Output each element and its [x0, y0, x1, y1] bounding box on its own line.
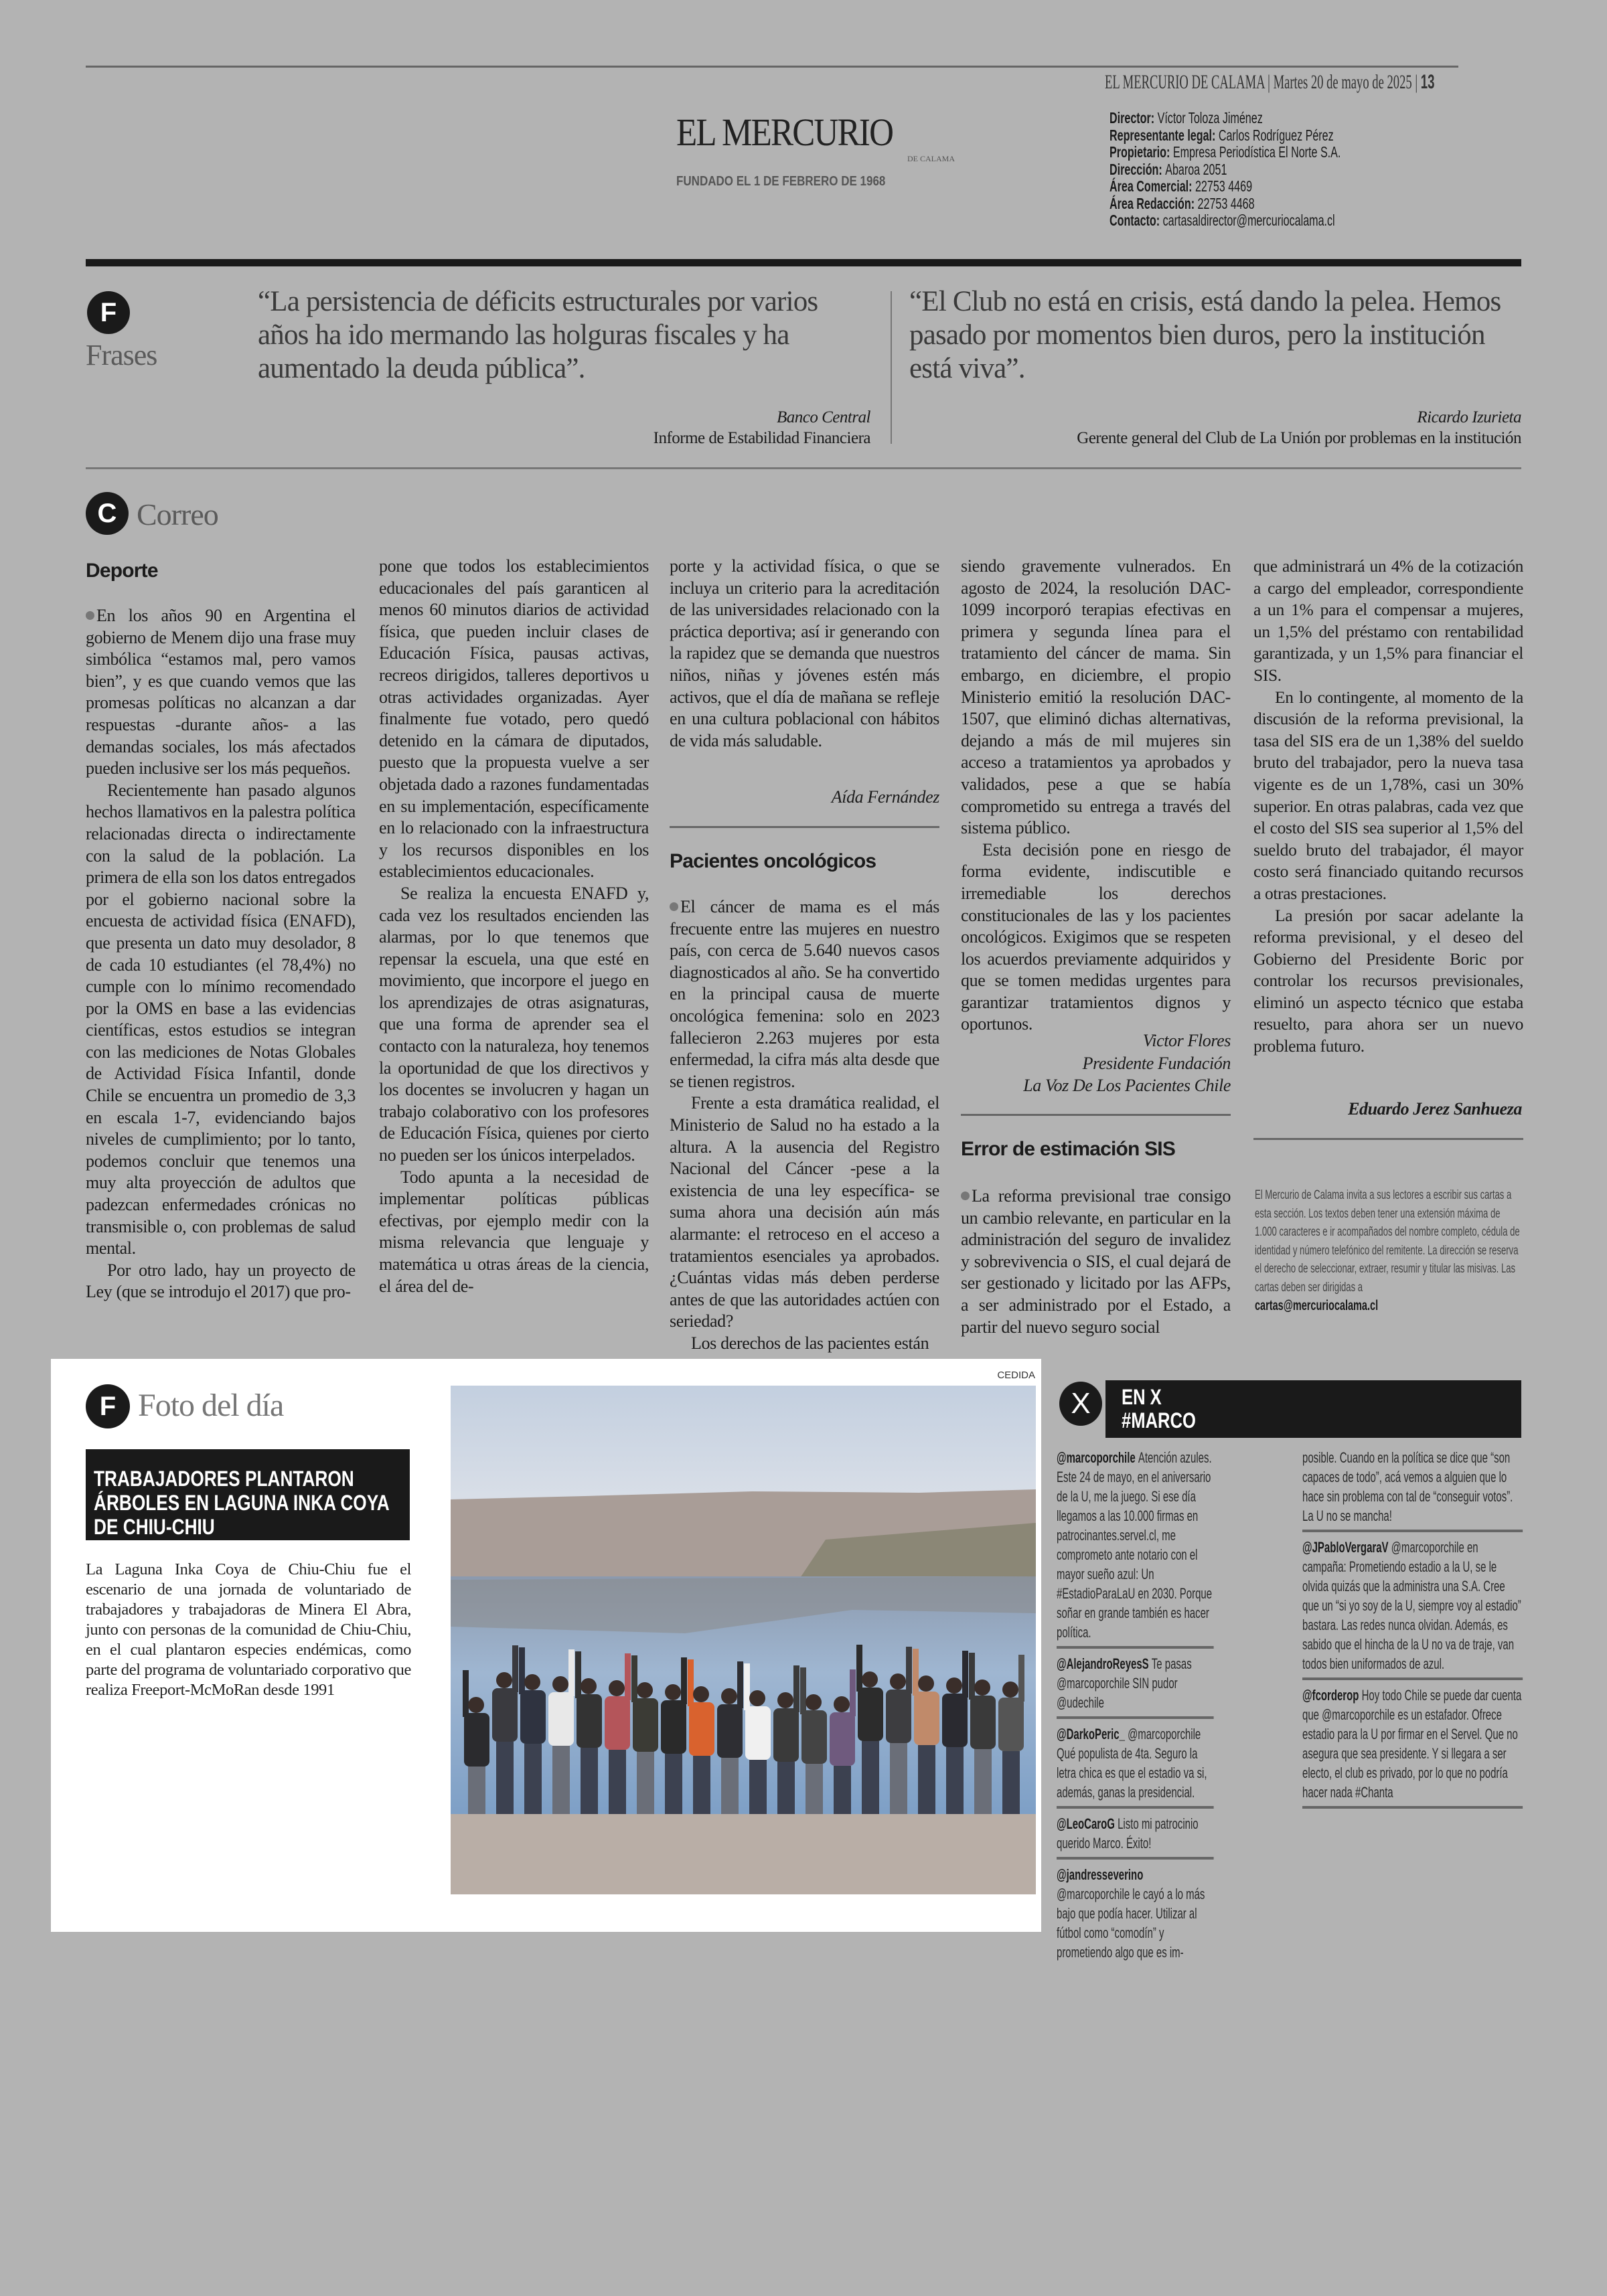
credit-label: Propietario: [1109, 143, 1173, 161]
foto-title: Foto del día [138, 1388, 284, 1423]
signature-line: Aída Fernández [831, 787, 939, 807]
foto-f-icon: F [86, 1384, 130, 1428]
letter-paragraph [379, 1167, 649, 1298]
letter-divider [1253, 1138, 1523, 1140]
letter-2-col4 [961, 556, 1231, 1036]
letter-1-heading: Deporte [86, 560, 158, 582]
founded-line: FUNDADO EL 1 DE FEBRERO DE 1968 [676, 174, 886, 189]
paragraph-text: Frente a esta dramática realidad, el Ministerio de Salud no ha estado a la altura. A la ausencia del Registro Nacional del Cáncer -pese a la existencia de una ley específica- se suma ahora una decisión aún más alarmante: el retroceso en el acceso a tratamientos esenciales ya aprobados. ¿Cuántas vidas más deben perderse antes de que las autoridades actúen con seriedad? [670, 1093, 939, 1331]
ground [451, 1814, 1036, 1894]
paragraph-text: Todo apunta a la necesidad de implementar políticas públicas efectivas, por ejemplo medir con la misma relevancia que lenguaje y matemática u otras áreas de la ciencia, el área del de- [379, 1167, 649, 1296]
tweet-text: @marcoporchile le cayó a lo más bajo que podía hacer. Utilizar al fútbol como “comodín” y prometiendo algo que es im- [1057, 1886, 1205, 1961]
letter-3-signature [1252, 1098, 1522, 1121]
submission-note [1255, 1186, 1523, 1316]
foto-headline-box [86, 1449, 410, 1540]
credit-line [1109, 144, 1341, 161]
tweet-text: @marcoporchile Qué populista de 4ta. Seguro la letra chica es que el estadio va si, además, ganas la presidencial. [1057, 1726, 1207, 1801]
credit-line [1109, 178, 1341, 195]
top-rule [86, 66, 1458, 68]
credit-label: Contacto: [1109, 212, 1163, 229]
masthead-line: EL MERCURIO DE CALAMA | Martes 20 de mayo de 2025 | 13 [1105, 71, 1435, 93]
enx-title-bar [1105, 1380, 1521, 1438]
credit-line [1109, 127, 1341, 145]
tweet-text: posible. Cuando en la política se dice que “son capaces de todo”, acá vemos a alguien que lo hace sin problema con tal de “conseguir votos”. La U no se mancha! [1302, 1449, 1513, 1524]
tweet-text: Listo mi patrocinio querido Marco. Éxito! [1057, 1815, 1199, 1852]
paragraph-text: Se realiza la encuesta ENAFD y, cada vez los resultados encienden las alarmas, por lo que tenemos que repensar la escuela, una que esté en movimiento, que incorpore el juego en los aprendizajes de otras asignaturas, que una forma de aprender sea el contacto con la naturaleza, hoy tenemos la oportunidad de que los directivos y los docentes se involucren y hagan un trabajo colaborativo con los profesores de Educación Física, quienes por cierto no pueden ser los únicos interpelados. [379, 883, 649, 1165]
bullet-icon [961, 1192, 970, 1200]
credit-label: Dirección: [1109, 160, 1166, 178]
letter-paragraph [1253, 687, 1523, 905]
quote-1-text: “La persistencia de déficits estructurales por varios años ha ido mermando las holguras fiscales y ha aumentado la deuda pública”. [258, 286, 818, 384]
tweet-handle[interactable]: @fcorderop [1302, 1687, 1362, 1704]
letter-2-heading: Pacientes oncológicos [670, 850, 876, 872]
letter-3-col5 [1253, 556, 1523, 1058]
quote-2-role: Gerente general del Club de La Unión por problemas en la institución [1077, 429, 1521, 447]
logo-sub: DE CALAMA [907, 154, 955, 163]
tweets-column-a [1057, 1448, 1214, 1971]
tweet-item [1302, 1448, 1523, 1532]
credit-label: Representante legal: [1109, 126, 1219, 144]
tweet-handle[interactable]: @DarkoPeric_ [1057, 1726, 1128, 1742]
submission-email-link[interactable]: cartas@mercuriocalama.cl [1255, 1298, 1379, 1313]
letter-3-heading: Error de estimación SIS [961, 1138, 1176, 1160]
tweet-item [1057, 1865, 1214, 1966]
tweet-handle[interactable]: @AlejandroReyesS [1057, 1655, 1152, 1672]
frases-f-icon: F [87, 291, 130, 334]
tweet-text: Te pasas @marcoporchile SIN pudor @udechile [1057, 1655, 1192, 1711]
paragraph-text: La reforma previsional trae consigo un cambio relevante, en particular en la administración del seguro de invalidez y sobrevivencia o SIS, el cual dejará de ser gestionado y licitado por las AFPs, a ser administrado por el Estado, a partir del nuevo seguro social [961, 1186, 1231, 1337]
credit-value: Abaroa 2051 [1165, 160, 1227, 178]
logo [676, 110, 955, 189]
enx-title-line2: #MARCO [1122, 1408, 1196, 1432]
credit-label: Área Comercial: [1109, 177, 1195, 195]
paragraph-text: Recientemente han pasado algunos hechos llamativos en la palestra política relacionadas directa o indirectamente con la salud de la población. La primera de ella son los datos entregados por el gobierno nacional sobre la encuesta de actividad física (ENAFD), que presenta un dato muy desolador, 8 de cada 10 estudiantes (el 78,4%) no cumple con lo mínimo recomendado por la OMS en base a las evidencias científicas, estos estudios se integran con las mediciones de Notas Globales de Actividad Física Infantil, donde Chile se encuentra un promedio de 3,3 en escala 1-7, evidenciando bajos niveles de cumplimiento; por lo tanto, podemos concluir que tenemos una muy alta proyección de adultos que padezcan enfermedades crónicas no transmisible o, con problemas de salud mental. [86, 780, 356, 1258]
page-number: 13 [1420, 71, 1435, 93]
paragraph-text: que administrará un 4% de la cotización a cargo del empleador, correspondiente a un 1% para el compensar a mujeres, un 1,5% del préstamo con rentabilidad garantizada, y un 1,5% para financiar el SIS. [1253, 556, 1523, 685]
letter-paragraph [670, 556, 939, 752]
credit-line [1109, 212, 1341, 230]
letter-paragraph [86, 605, 356, 780]
paragraph-text: Esta decisión pone en riesgo de forma evidente, indiscutible e irremediable los derechos constitucionales de las y los pacientes oncológicos. Exigimos que se respeten los acuerdos previamente adquiridos y que se tomen medidas urgentes para garantizar tratamientos dignos y oportunos. [961, 839, 1231, 1034]
signature-line: Presidente Fundación [1082, 1053, 1231, 1073]
credit-value: Carlos Rodríguez Pérez [1218, 126, 1334, 144]
paragraph-text: siendo gravemente vulnerados. En agosto de 2024, la resolución DAC-1099 incorporó terapias efectivas en primera y segunda línea para el tratamiento del cáncer de mama. Sin embargo, en diciembre, el propio Ministerio emitió la resolución DAC-1507, que eliminó dichas alternativas, dejando a más de mil mujeres sin acceso a tratamientos ya aprobados y validados, pese a que se había comprometido su entrega a través del sistema público. [961, 556, 1231, 838]
logo-main: EL MERCURIO [676, 110, 893, 154]
photo-credit: CEDIDA [997, 1370, 1035, 1381]
quote-2-author: Ricardo Izurieta [1417, 408, 1521, 426]
tweet-item [1057, 1724, 1214, 1809]
tweet-text: Hoy todo Chile se puede dar cuenta que @marcoporchile es un estafador. Ofrece estadio para la U por firmar en el Servel. Que no asegura que sea presidente. Y si llegara a ser electo, el club es privado, por lo que no podría hacer nada #Chanta [1302, 1687, 1522, 1801]
tweet-handle[interactable]: @jandresseverino [1057, 1866, 1144, 1883]
paragraph-text: porte y la actividad física, o que se incluya un criterio para la acreditación de las universidades relacionado con la práctica deportiva; así ir generando con la rapidez que se demanda que nuestros niños, niñas y jóvenes estén más activos, que el día de mañana se refleje en una cultura poblacional con hábitos de vida más saludable. [670, 556, 939, 750]
quote-2-attribution [919, 407, 1521, 448]
paragraph-text: En lo contingente, al momento de la discusión de la reforma previsional, la tasa del SIS era de un 1,38% del sueldo bruto del trabajador, pero la nueva tasa vigente es de un 1,78%, casi un 30% superior. En otras palabras, cada vez que el costo del SIS sea superior al 1,5% del sueldo bruto del trabajador, él mayor costo será financiado quitando recursos a otras prestaciones. [1253, 687, 1523, 903]
x-logo-icon: X [1059, 1382, 1102, 1426]
submission-note-text: El Mercurio de Calama invita a sus lectores a escribir sus cartas a esta sección. Los textos deben tener una extensión máxima de 1.000 caracteres e ir acompañados del nombre completo, cédula de identidad y número telefónico del remitente. La dirección se reserva el derecho de seleccionar, extraer, resumir y titular las misivas. Las cartas deben ser dirigidas a [1255, 1188, 1520, 1295]
letter-paragraph [1253, 556, 1523, 687]
letter-paragraph [961, 839, 1231, 1036]
header-thick-bar [86, 259, 1521, 266]
frases-divider [891, 291, 892, 444]
letter-paragraph [961, 556, 1231, 839]
tweet-handle[interactable]: @LeoCaroG [1057, 1815, 1118, 1832]
credit-value: Empresa Periodística El Norte S.A. [1172, 143, 1341, 161]
letter-divider [670, 826, 939, 828]
letter-paragraph [1253, 905, 1523, 1058]
issue-date: Martes 20 de mayo de 2025 [1273, 71, 1412, 93]
tweets-column-b [1302, 1448, 1523, 1814]
letter-paragraph [86, 780, 356, 1260]
quote-2-text: “El Club no está en crisis, está dando la pelea. Hemos pasado por momentos bien duros, pero la institución está viva”. [909, 286, 1501, 384]
credit-line [1109, 110, 1341, 127]
enx-title [1122, 1386, 1196, 1432]
foto-caption: La Laguna Inka Coya de Chiu-Chiu fue el escenario de una jornada de voluntariado de trabajadores y trabajadoras de Minera El Abra, junto con personas de la comunidad de Chiu-Chiu, en el cual plantaron especies endémicas, como parte del programa de voluntariado corporativo que realiza Freeport-McMoRan desde 1991 [86, 1560, 411, 1699]
enx-title-line1: EN X [1122, 1385, 1162, 1409]
credit-value: cartasaldirector@mercuriocalama.cl [1162, 212, 1335, 229]
tweet-item [1057, 1814, 1214, 1860]
paragraph-text: Por otro lado, hay un proyecto de Ley (que se introdujo el 2017) que pro- [86, 1260, 356, 1302]
staff-credits [1109, 110, 1341, 230]
tweet-text: Atención azules. Este 24 de mayo, en el aniversario de la U, me la juego. Si ese día llegamos a las 10.000 firmas en patrocinantes.servel.cl, me comprometo ante notario con el mayor sueño azul: Un #EstadioParaLaU en 2030. Porque soñar en grande también es hacer política. [1057, 1449, 1213, 1641]
tweet-item [1302, 1686, 1523, 1809]
letter-1-col2 [379, 556, 649, 1297]
letter-2-col3 [670, 896, 939, 1354]
quote-1-author: Banco Central [776, 408, 870, 426]
masthead-name: EL MERCURIO DE CALAMA [1105, 71, 1265, 93]
frases-title: Frases [86, 339, 157, 372]
credit-line [1109, 161, 1341, 179]
frases-bottom-rule [86, 467, 1521, 469]
tweet-item [1057, 1448, 1214, 1649]
correo-c-icon: C [86, 492, 129, 535]
credit-line [1109, 195, 1341, 213]
letter-1-col3 [670, 556, 939, 752]
letter-paragraph [379, 883, 649, 1167]
photo-laguna-volunteers [451, 1386, 1036, 1894]
signature-line: Victor Flores [1142, 1031, 1231, 1050]
quote-1-attribution [469, 407, 870, 448]
tweet-item [1302, 1538, 1523, 1680]
paragraph-text: El cáncer de mama es el más frecuente entre las mujeres en nuestro país, con cerca de 5.640 nuevos casos diagnosticados al año. Se ha convertido en la principal causa de muerte oncológica femenina: solo en 2023 fallecieron 2.263 mujeres por esta enfermedad, la cifra más alta desde que se tienen registros. [670, 897, 939, 1091]
tweet-text: @marcoporchile en campaña: Prometiendo estadio a la U, se le olvida quizás que la administra una S.A. Cree que un “si yo soy de la U, siempre voy al estadio” bastara. Las redes nunca olvidan. Además, es sabido que el hincha de la U no va de traje, van todos bien uniformados de azul. [1302, 1539, 1521, 1672]
letter-paragraph [670, 1092, 939, 1333]
tweet-handle[interactable]: @marcoporchile [1057, 1449, 1138, 1466]
quote-1-role: Informe de Estabilidad Financiera [653, 429, 870, 447]
paragraph-text: En los años 90 en Argentina el gobierno de Menem dijo una frase muy simbólica “estamos mal, pero vamos bien”, y es que cuando vemos que las promesas políticas no alcanzan a dar respuestas -durante años- a las demandas sociales, los más afectados pueden inclusive ser los más pequeños. [86, 606, 356, 778]
credit-value: 22753 4469 [1195, 177, 1253, 195]
letter-paragraph [961, 1185, 1231, 1338]
tweet-item [1057, 1654, 1214, 1719]
paragraph-text: Los derechos de las pacientes están [691, 1333, 929, 1353]
letter-paragraph [379, 556, 649, 883]
letter-paragraph [670, 896, 939, 1092]
credit-label: Director: [1109, 109, 1158, 127]
foto-headline: TRABAJADORES PLANTARON ÁRBOLES EN LAGUNA INKA COYA DE CHIU-CHIU [94, 1467, 389, 1539]
credit-label: Área Redacción: [1109, 194, 1198, 212]
paragraph-text: pone que todos los establecimientos educacionales del país garanticen al menos 60 minutos diarios de actividad física, que pueden incluir clases de Educación Física, pausas activas, recreos dirigidos, talleres deportivos u otras actividades organizadas. Ayer finalmente fue votado, pero quedó detenido en la cámara de diputados, puesto que la propuesta vuelve a ser objetada dado a razones fundamentadas en su implementación, específicamente en lo relacionado con la infraestructura y los recursos disponibles en los establecimientos educacionales. [379, 556, 649, 882]
paragraph-text: La presión por sacar adelante la reforma previsional, y el deseo del Gobierno del Presidente Boric por controlar los recursos previsionales, eliminó un aspecto técnico que estaba resuelto, para ahora ser un nuevo problema futuro. [1253, 905, 1523, 1056]
correo-title: Correo [137, 497, 218, 531]
letter-1-signature [670, 786, 939, 809]
credit-value: Víctor Toloza Jiménez [1157, 109, 1263, 127]
signature-line: Eduardo Jerez Sanhueza [1348, 1099, 1522, 1119]
letter-3-col4 [961, 1185, 1231, 1338]
letter-2-signature [961, 1030, 1231, 1097]
letter-paragraph [86, 1260, 356, 1303]
letter-divider [961, 1114, 1231, 1116]
credit-value: 22753 4468 [1197, 194, 1255, 212]
letter-1-col1 [86, 605, 356, 1303]
bullet-icon [86, 611, 94, 620]
tweet-handle[interactable]: @JPabloVergaraV [1302, 1539, 1391, 1556]
letter-paragraph [670, 1333, 939, 1355]
signature-line: La Voz De Los Pacientes Chile [1023, 1076, 1231, 1095]
bullet-icon [670, 902, 678, 911]
